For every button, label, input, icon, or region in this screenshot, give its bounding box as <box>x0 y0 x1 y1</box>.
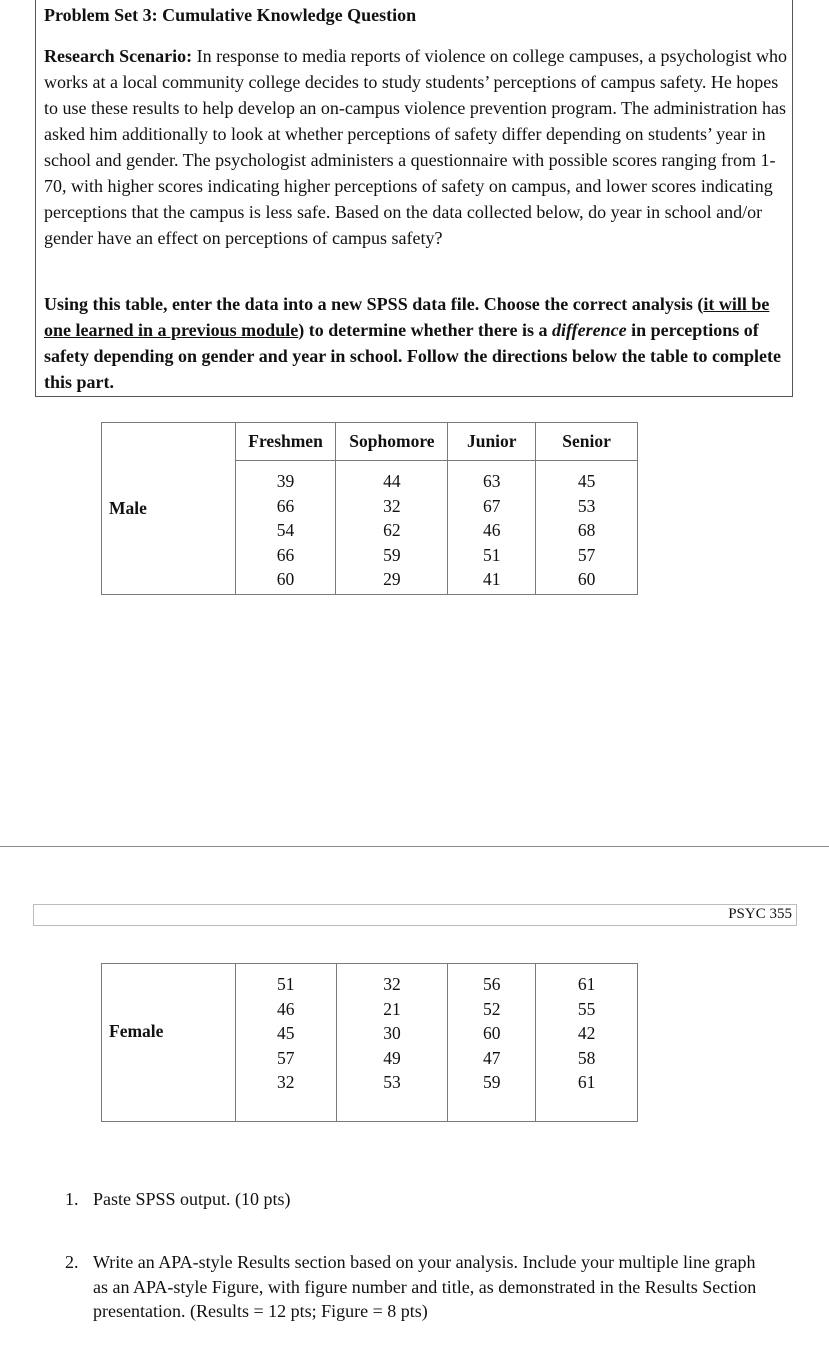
instructions-italic: difference <box>551 320 627 340</box>
female-sophomore-cell <box>336 964 448 1122</box>
score: 66 <box>276 544 295 565</box>
score: 58 <box>577 1047 596 1068</box>
score: 53 <box>577 495 596 516</box>
score: 51 <box>276 974 295 994</box>
score: 62 <box>383 520 401 540</box>
score: 55 <box>577 998 596 1019</box>
score: 30 <box>383 1023 401 1043</box>
problem-box <box>35 0 793 397</box>
score: 39 <box>276 471 295 491</box>
female-senior-cell <box>536 964 638 1122</box>
score: 21 <box>383 998 401 1019</box>
question-text: Write an APA-style Results section based on your analysis. Include your multiple line graph as an APA-style Figure, with figure number and title, as demonstrated in the Results Section presentation. (Results = 12 pts; Figure = 8 pts) <box>93 1252 757 1321</box>
score: 60 <box>577 569 596 589</box>
male-sophomore-cell <box>336 461 448 595</box>
score: 57 <box>577 544 596 565</box>
female-junior-cell <box>448 964 536 1122</box>
male-data-table <box>101 422 638 595</box>
research-scenario <box>44 43 792 251</box>
score: 47 <box>483 1047 501 1068</box>
instructions-underlined: it will be one learned in a previous module <box>44 294 770 340</box>
question-text: Paste SPSS output. (10 pts) <box>93 1189 291 1209</box>
score: 57 <box>276 1047 295 1068</box>
score: 49 <box>383 1047 401 1068</box>
score: 68 <box>577 520 596 540</box>
score: 52 <box>483 998 501 1019</box>
score: 29 <box>383 569 401 589</box>
question-number: 1. <box>65 1189 79 1209</box>
score: 32 <box>383 974 401 994</box>
instructions <box>44 291 792 395</box>
instructions-part1: Using this table, enter the data into a new SPSS data file. Choose the correct analysis ( <box>44 294 704 314</box>
score: 59 <box>483 1072 501 1092</box>
female-freshmen-cell <box>235 964 336 1122</box>
score: 60 <box>483 1023 501 1043</box>
score: 67 <box>483 495 501 516</box>
score: 60 <box>276 569 295 589</box>
scenario-label: Research Scenario: <box>44 46 193 66</box>
column-header-freshmen: Freshmen <box>235 423 336 461</box>
score: 41 <box>483 569 501 589</box>
question-number: 2. <box>65 1252 79 1272</box>
score: 46 <box>483 520 501 540</box>
male-freshmen-cell <box>235 461 336 595</box>
score: 44 <box>383 471 401 491</box>
score: 61 <box>577 1072 596 1092</box>
problem-title: Problem Set 3: Cumulative Knowledge Question <box>44 5 417 25</box>
score: 53 <box>383 1072 401 1092</box>
column-header-senior: Senior <box>536 423 638 461</box>
score: 61 <box>577 974 596 994</box>
score: 59 <box>383 544 401 565</box>
female-data-table <box>101 963 638 1122</box>
score: 45 <box>276 1023 295 1043</box>
score: 63 <box>483 471 501 491</box>
score: 66 <box>276 495 295 516</box>
page-header-bar <box>33 904 797 926</box>
course-code: PSYC 355 <box>728 906 792 922</box>
column-header-junior: Junior <box>448 423 536 461</box>
score: 46 <box>276 998 295 1019</box>
male-junior-cell <box>448 461 536 595</box>
instructions-part2: ) to determine whether there is a <box>298 320 552 340</box>
instructions-part3: in perceptions of safety depending on gender and year in school. Follow the directions below the table to complete this part. <box>44 320 781 392</box>
row-label-male: Male <box>102 423 236 595</box>
score: 56 <box>483 974 501 994</box>
score: 32 <box>276 1072 295 1092</box>
score: 45 <box>577 471 596 491</box>
row-label-female: Female <box>102 964 236 1122</box>
score: 32 <box>383 495 401 516</box>
score: 51 <box>483 544 501 565</box>
page-break-divider <box>0 846 829 847</box>
score: 54 <box>276 520 295 540</box>
male-senior-cell <box>536 461 638 595</box>
column-header-sophomore: Sophomore <box>336 423 448 461</box>
scenario-text: In response to media reports of violence on college campuses, a psychologist who works at a local community college decides to study students’ perceptions of campus safety. He hopes to use these results to help develop an on-campus violence prevention program. The administration has asked him additionally to look at whether perceptions of safety differ depending on students’ year in school and gender. The psychologist administers a questionnaire with possible scores ranging from 1-70, with higher scores indicating higher perceptions of safety on campus, and lower scores indicating perceptions that the campus is less safe. Based on the data collected below, do year in school and/or gender have an effect on perceptions of campus safety? <box>44 46 787 248</box>
score: 42 <box>577 1023 596 1043</box>
